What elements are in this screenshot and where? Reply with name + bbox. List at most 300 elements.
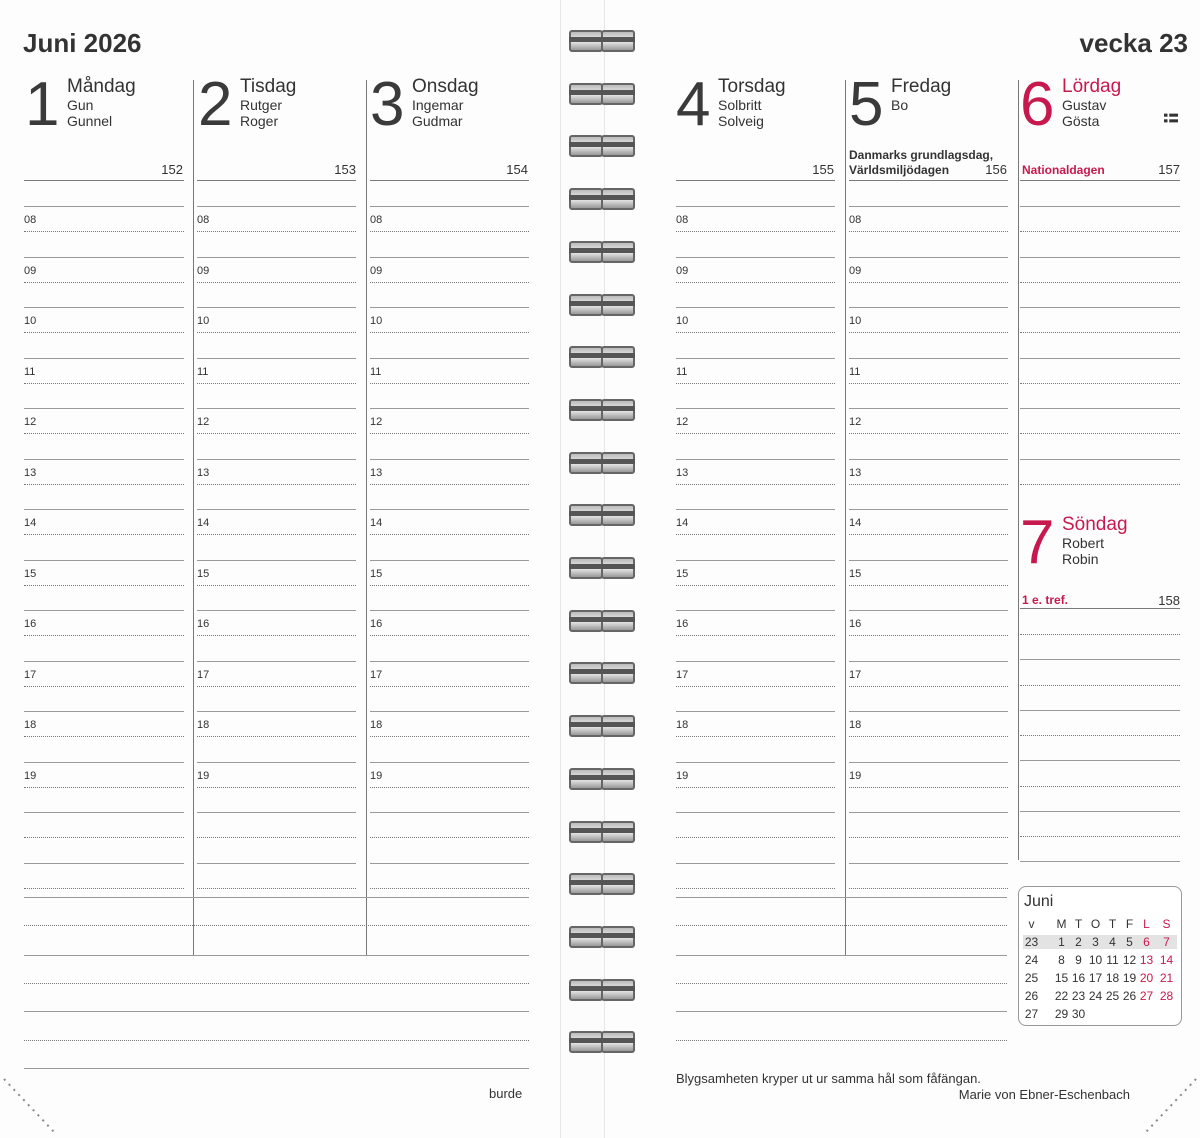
note-line-dotted: [1020, 685, 1180, 686]
hour-line: [197, 257, 356, 258]
day-header-thursday: [676, 70, 836, 139]
name-days: Ingemar Gudmar: [412, 97, 464, 129]
half-hour-line: [849, 433, 1008, 434]
half-hour-line: [676, 231, 835, 232]
hour-line: [849, 560, 1008, 561]
spiral-ring: [569, 608, 635, 632]
name-days: Robert Robin: [1062, 535, 1105, 567]
hour-line: [197, 863, 356, 864]
hour-label: 18: [370, 719, 383, 731]
date-cell: 16: [1071, 971, 1086, 985]
hour-label: 10: [370, 315, 383, 327]
date-cell: 12: [1122, 953, 1137, 967]
hour-label: 14: [676, 517, 689, 529]
half-hour-line: [849, 837, 1008, 838]
half-hour-line: [197, 585, 356, 586]
hour-line: [370, 812, 529, 813]
name-days: Gun Gunnel: [67, 97, 113, 129]
hour-label: 13: [676, 467, 689, 479]
hour-label: 12: [24, 416, 37, 428]
hour-line: [24, 762, 184, 763]
hour-label: 09: [24, 265, 37, 277]
hour-line: [197, 762, 356, 763]
half-hour-line: [849, 383, 1008, 384]
note-line: [1020, 206, 1180, 207]
hour-label: 11: [676, 366, 688, 378]
spiral-ring: [569, 871, 635, 895]
half-hour-line: [197, 534, 356, 535]
weekday-label: F: [1125, 917, 1134, 931]
name-days: Rutger Roger: [240, 97, 283, 129]
hour-line: [849, 863, 1008, 864]
corner-perforation: [0, 1075, 60, 1138]
corner-perforation: [1140, 1075, 1200, 1138]
hour-label: 18: [676, 719, 689, 731]
hour-line: [24, 358, 184, 359]
mini-calendar-week: [1019, 1007, 1181, 1023]
hour-label: 19: [849, 770, 862, 782]
half-hour-line: [24, 433, 184, 434]
hour-line: [676, 257, 835, 258]
week-number: 24: [1024, 953, 1039, 967]
half-hour-line: [24, 635, 184, 636]
hour-label: 14: [24, 517, 37, 529]
date-cell: 17: [1088, 971, 1103, 985]
month-title: Juni 2026: [23, 28, 142, 58]
half-hour-line: [849, 635, 1008, 636]
day-name: Torsdag: [718, 76, 786, 97]
day-name: Onsdag: [412, 76, 479, 97]
hour-line: [24, 509, 184, 510]
half-hour-line: [849, 231, 1008, 232]
hour-line: [370, 206, 529, 207]
half-hour-line: [197, 635, 356, 636]
header-rule: [370, 180, 529, 181]
hour-label: 17: [24, 669, 37, 681]
note-line: [1020, 459, 1180, 460]
hour-label: 14: [849, 517, 862, 529]
half-hour-line: [676, 383, 835, 384]
hour-label: 13: [24, 467, 37, 479]
note-line: [1020, 760, 1180, 761]
hour-line: [197, 206, 356, 207]
note-line: [1020, 710, 1180, 711]
header-rule: [24, 180, 184, 181]
hour-line: [676, 307, 835, 308]
half-hour-line: [370, 383, 529, 384]
note-line: [1020, 358, 1180, 359]
day-number: 4: [676, 70, 711, 139]
day-of-year: 153: [334, 162, 356, 177]
half-hour-line: [676, 888, 835, 889]
note-line: [1020, 811, 1180, 812]
day-of-year: 154: [506, 162, 528, 177]
hour-label: 16: [24, 618, 37, 630]
spiral-ring: [569, 292, 635, 316]
day-name: Tisdag: [240, 76, 297, 97]
week-number: 23: [1024, 935, 1039, 949]
notes-line: [24, 955, 529, 956]
hour-line: [849, 711, 1008, 712]
half-line: [1020, 231, 1180, 232]
mini-calendar-title: Juni: [1024, 893, 1054, 910]
half-hour-line: [849, 332, 1008, 333]
half-hour-line: [849, 686, 1008, 687]
mini-calendar-header: [1019, 917, 1181, 933]
hour-label: 17: [849, 669, 862, 681]
notes-line: [676, 955, 1007, 956]
hour-label: 09: [370, 265, 383, 277]
date-cell: 26: [1122, 989, 1137, 1003]
half-hour-line: [24, 585, 184, 586]
day-of-year: 157: [1158, 162, 1180, 177]
hour-label: 15: [849, 568, 862, 580]
spiral-ring: [569, 766, 635, 790]
hour-line: [370, 509, 529, 510]
half-hour-line: [24, 686, 184, 687]
note-line: [1020, 257, 1180, 258]
header-rule: [676, 180, 835, 181]
hour-line: [676, 509, 835, 510]
date-cell: 3: [1092, 935, 1099, 949]
header-rule: [1020, 180, 1180, 181]
hour-label: 15: [24, 568, 37, 580]
hour-line: [197, 408, 356, 409]
hour-line: [676, 560, 835, 561]
half-hour-line: [24, 837, 184, 838]
hour-line: [676, 812, 835, 813]
hour-line: [24, 661, 184, 662]
hour-line: [849, 307, 1008, 308]
hour-label: 16: [370, 618, 383, 630]
half-hour-line: [849, 282, 1008, 283]
spiral-ring: [569, 1029, 635, 1053]
half-line: [1020, 332, 1180, 333]
half-hour-line: [24, 383, 184, 384]
hour-label: 09: [197, 265, 210, 277]
notes-line: [24, 1011, 529, 1012]
holiday-note: Nationaldagen: [1022, 163, 1105, 177]
half-hour-line: [849, 585, 1008, 586]
date-cell: 24: [1088, 989, 1103, 1003]
date-cell: 18: [1105, 971, 1120, 985]
spiral-ring: [569, 450, 635, 474]
half-hour-line: [676, 332, 835, 333]
name-days: Gustav Gösta: [1062, 97, 1107, 129]
hour-line: [24, 560, 184, 561]
hour-label: 11: [849, 366, 861, 378]
day-of-year: 155: [812, 162, 834, 177]
hour-label: 14: [197, 517, 210, 529]
column-divider: [845, 80, 846, 955]
week-title: vecka 23: [1079, 28, 1188, 58]
day-number: 1: [25, 70, 60, 139]
half-hour-line: [849, 484, 1008, 485]
hour-line: [370, 711, 529, 712]
date-cell: 29: [1054, 1007, 1069, 1021]
half-hour-line: [676, 635, 835, 636]
day-name: Lördag: [1062, 76, 1122, 97]
day-header-friday: [849, 70, 1009, 139]
hour-line: [370, 661, 529, 662]
weekday-label: S: [1162, 917, 1171, 931]
hour-label: 13: [849, 467, 862, 479]
half-hour-line: [197, 433, 356, 434]
half-hour-line: [370, 484, 529, 485]
hour-line: [676, 206, 835, 207]
notes-line: [24, 897, 529, 898]
date-cell: 23: [1071, 989, 1086, 1003]
hour-line: [849, 257, 1008, 258]
half-hour-line: [24, 888, 184, 889]
hour-line: [676, 459, 835, 460]
half-hour-line: [849, 888, 1008, 889]
hour-line: [24, 206, 184, 207]
hour-label: 17: [370, 669, 383, 681]
note-line: [1020, 408, 1180, 409]
hour-line: [197, 459, 356, 460]
hour-label: 13: [197, 467, 210, 479]
mini-calendar-week: [1019, 971, 1181, 987]
spiral-ring: [569, 555, 635, 579]
hour-label: 12: [676, 416, 689, 428]
hour-label: 15: [676, 568, 689, 580]
weekday-label: v: [1028, 917, 1035, 931]
half-hour-line: [676, 282, 835, 283]
weekday-label: T: [1108, 917, 1117, 931]
date-cell: 10: [1088, 953, 1103, 967]
spiral-ring: [569, 186, 635, 210]
hour-label: 19: [24, 770, 37, 782]
spiral-ring: [569, 924, 635, 948]
note-line-dotted: [1020, 836, 1180, 837]
half-hour-line: [676, 484, 835, 485]
half-hour-line: [370, 787, 529, 788]
day-number: 6: [1020, 70, 1055, 139]
hour-label: 16: [676, 618, 689, 630]
day-header-wednesday: [370, 70, 530, 139]
hour-line: [370, 408, 529, 409]
mini-calendar-week: [1019, 989, 1181, 1005]
note-line: [1020, 659, 1180, 660]
hour-label: 18: [849, 719, 862, 731]
date-cell: 2: [1075, 935, 1082, 949]
hour-line: [370, 610, 529, 611]
hour-line: [370, 307, 529, 308]
hour-label: 10: [849, 315, 862, 327]
hour-line: [24, 408, 184, 409]
day-number: 3: [370, 70, 405, 139]
hour-line: [197, 711, 356, 712]
week-number: 26: [1024, 989, 1039, 1003]
date-cell: 11: [1106, 953, 1119, 967]
half-hour-line: [197, 282, 356, 283]
half-hour-line: [197, 837, 356, 838]
hour-label: 19: [370, 770, 383, 782]
hour-label: 17: [676, 669, 689, 681]
date-cell: 30: [1071, 1007, 1086, 1021]
date-cell: 4: [1109, 935, 1116, 949]
hour-label: 09: [676, 265, 689, 277]
day-header-monday: [25, 70, 185, 139]
hour-label: 12: [370, 416, 383, 428]
hour-label: 08: [24, 214, 37, 226]
day-of-year: 158: [1158, 593, 1180, 608]
half-hour-line: [24, 787, 184, 788]
day-number: 7: [1020, 508, 1055, 577]
notes-line: [676, 925, 1007, 926]
header-rule: [849, 180, 1008, 181]
header-rule: [1020, 608, 1180, 609]
date-cell: 6: [1143, 935, 1150, 949]
hour-line: [849, 459, 1008, 460]
notes-line: [24, 925, 529, 926]
hour-line: [197, 661, 356, 662]
date-cell: 20: [1139, 971, 1154, 985]
date-cell: 21: [1159, 971, 1174, 985]
notes-line: [676, 983, 1007, 984]
hour-label: 08: [849, 214, 862, 226]
half-hour-line: [197, 686, 356, 687]
hour-label: 11: [197, 366, 209, 378]
hour-label: 16: [849, 618, 862, 630]
date-cell: 1: [1058, 935, 1065, 949]
hour-label: 18: [197, 719, 210, 731]
spiral-ring: [569, 28, 635, 52]
day-of-year: 152: [161, 162, 183, 177]
day-name: Söndag: [1062, 514, 1128, 535]
hour-line: [849, 762, 1008, 763]
half-hour-line: [370, 686, 529, 687]
hour-line: [197, 307, 356, 308]
half-hour-line: [370, 433, 529, 434]
note-line: [1020, 861, 1180, 862]
weekday-label: O: [1090, 917, 1101, 931]
date-cell: 28: [1159, 989, 1174, 1003]
date-cell: 14: [1159, 953, 1174, 967]
hour-line: [370, 459, 529, 460]
hour-line: [849, 812, 1008, 813]
hour-line: [676, 863, 835, 864]
half-hour-line: [676, 534, 835, 535]
spiral-ring: [569, 977, 635, 1001]
hour-label: 14: [370, 517, 383, 529]
half-line: [1020, 433, 1180, 434]
half-hour-line: [676, 787, 835, 788]
day-header-tuesday: [198, 70, 358, 139]
day-number: 5: [849, 70, 884, 139]
day-header-sunday: [1020, 508, 1180, 577]
note-line-dotted: [1020, 634, 1180, 635]
hour-line: [676, 408, 835, 409]
date-cell: 13: [1139, 953, 1154, 967]
spiral-ring: [569, 502, 635, 526]
hour-line: [849, 509, 1008, 510]
hour-label: 17: [197, 669, 210, 681]
spiral-ring: [569, 713, 635, 737]
hour-label: 16: [197, 618, 210, 630]
weekday-label: L: [1143, 917, 1150, 931]
hour-line: [676, 358, 835, 359]
half-hour-line: [676, 686, 835, 687]
spiral-ring: [569, 660, 635, 684]
hour-line: [24, 459, 184, 460]
hour-label: 15: [197, 568, 210, 580]
header-rule: [197, 180, 356, 181]
hour-line: [849, 408, 1008, 409]
half-hour-line: [370, 736, 529, 737]
half-hour-line: [24, 332, 184, 333]
brand-logo: burde: [489, 1086, 523, 1101]
hour-line: [676, 711, 835, 712]
mini-calendar-week: [1019, 935, 1181, 951]
hour-label: 19: [197, 770, 210, 782]
hour-line: [676, 661, 835, 662]
date-cell: 22: [1054, 989, 1069, 1003]
hour-line: [197, 812, 356, 813]
hour-line: [676, 610, 835, 611]
notes-line: [24, 983, 529, 984]
half-hour-line: [197, 736, 356, 737]
notes-line: [24, 1040, 529, 1041]
date-cell: 8: [1058, 953, 1065, 967]
name-days: Bo: [891, 97, 909, 113]
note-line-dotted: [1020, 786, 1180, 787]
day-name: Måndag: [67, 76, 136, 97]
hour-line: [24, 711, 184, 712]
half-hour-line: [197, 484, 356, 485]
day-of-year: 156: [985, 162, 1007, 177]
hour-line: [849, 661, 1008, 662]
half-hour-line: [849, 787, 1008, 788]
hour-line: [676, 762, 835, 763]
day-header-saturday: [1020, 70, 1180, 139]
notes-line: [676, 897, 1007, 898]
column-divider: [366, 80, 367, 955]
hour-line: [24, 812, 184, 813]
hour-line: [197, 358, 356, 359]
hour-line: [24, 610, 184, 611]
hour-label: 09: [849, 265, 862, 277]
spiral-ring: [569, 81, 635, 105]
hour-label: 08: [197, 214, 210, 226]
day-name: Fredag: [891, 76, 952, 97]
half-hour-line: [24, 282, 184, 283]
spiral-ring: [569, 344, 635, 368]
half-hour-line: [370, 231, 529, 232]
hour-label: 19: [676, 770, 689, 782]
half-line: [1020, 282, 1180, 283]
half-hour-line: [370, 534, 529, 535]
hour-line: [197, 610, 356, 611]
hour-line: [24, 257, 184, 258]
hour-line: [849, 206, 1008, 207]
weekday-label: T: [1074, 917, 1083, 931]
hour-label: 18: [24, 719, 37, 731]
half-hour-line: [24, 534, 184, 535]
hour-line: [370, 257, 529, 258]
hour-label: 12: [849, 416, 862, 428]
hour-label: 15: [370, 568, 383, 580]
half-hour-line: [370, 332, 529, 333]
notes-line: [676, 1040, 1007, 1041]
day-number: 2: [198, 70, 233, 139]
spiral-ring: [569, 239, 635, 263]
week-number: 27: [1024, 1007, 1039, 1021]
half-hour-line: [24, 736, 184, 737]
half-line: [1020, 484, 1180, 485]
hour-label: 11: [370, 366, 382, 378]
